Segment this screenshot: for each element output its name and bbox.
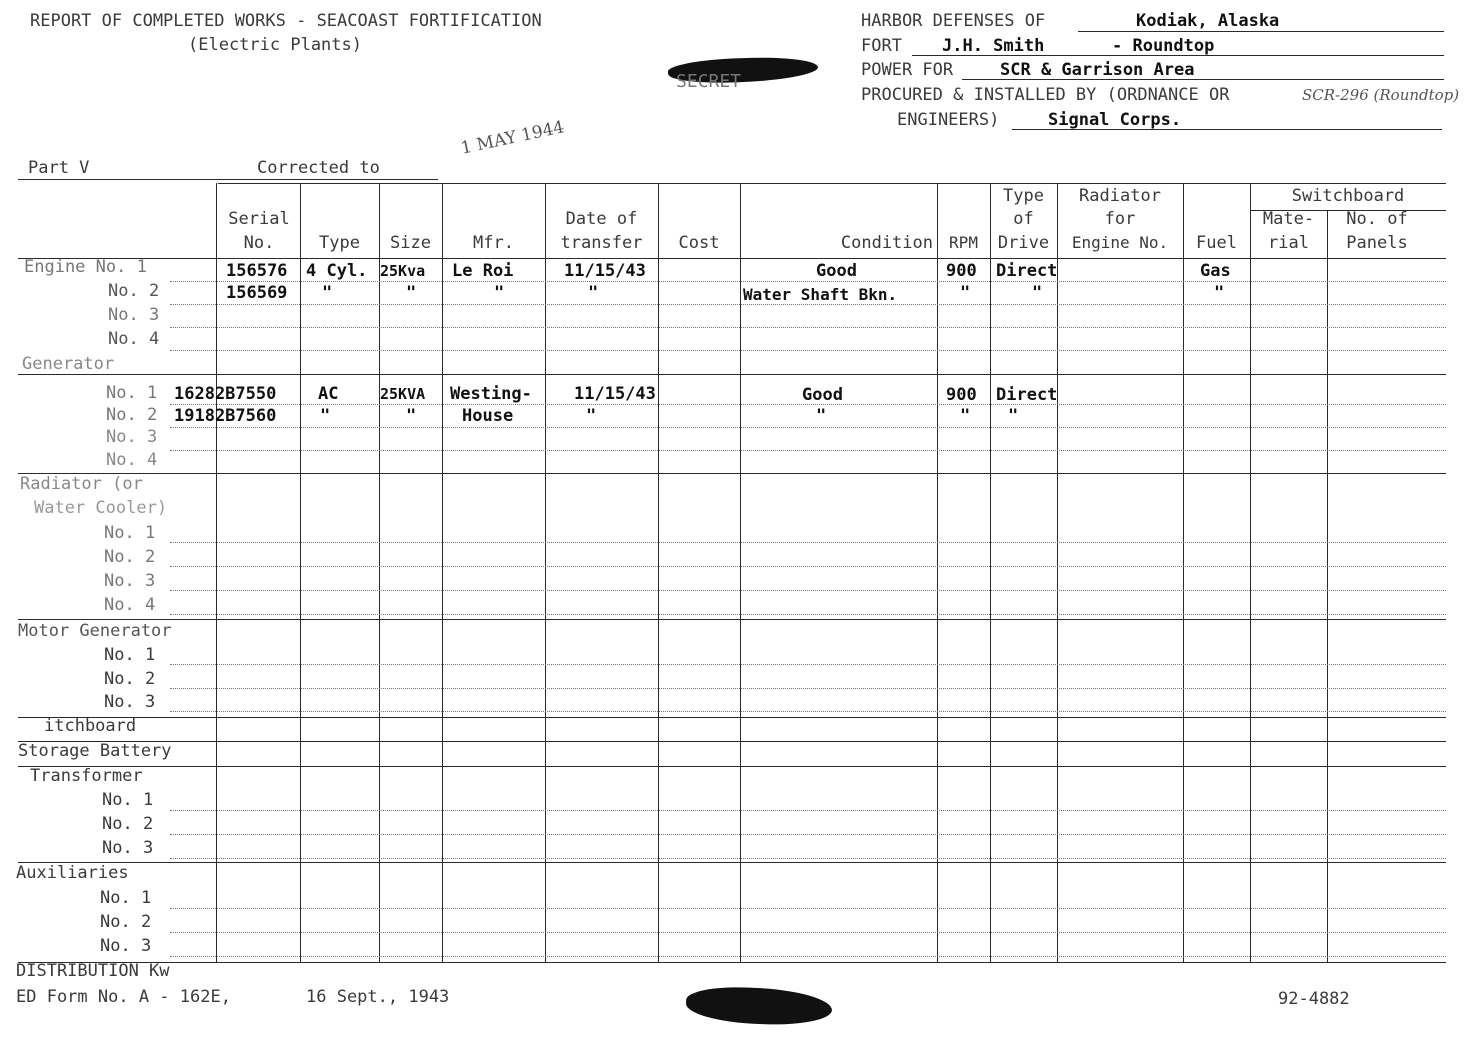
- power-value: SCR & Garrison Area: [1000, 60, 1195, 80]
- harbor-underline: [1078, 31, 1444, 32]
- engine-1-type: 4 Cyl.: [306, 261, 368, 281]
- col-rule-12: [1250, 183, 1251, 963]
- group-rule-motor: [18, 619, 1446, 620]
- row-dots: [170, 281, 1446, 282]
- engine-2-date-ditto: ": [588, 283, 599, 303]
- report-subtitle: (Electric Plants): [188, 35, 362, 55]
- generator-2-size-ditto: ": [406, 406, 417, 426]
- row-dots: [170, 350, 1446, 351]
- row-label-engine-1: Engine No. 1: [24, 257, 147, 277]
- row-label-transformer-1: No. 1: [102, 790, 154, 810]
- row-label-aux-2: No. 2: [100, 912, 152, 932]
- generator-2-date-ditto: ": [586, 406, 597, 426]
- generator-1-rpm: 900: [946, 385, 977, 405]
- table-bottom-rule: [18, 962, 1446, 963]
- engine-2-rpm-ditto: ": [960, 283, 971, 303]
- fort-value: J.H. Smith: [942, 36, 1045, 56]
- row-label-engine-4: No. 4: [108, 329, 160, 349]
- engine-2-fuel-ditto: ": [1214, 283, 1225, 303]
- engine-2-type-ditto: ": [322, 283, 333, 303]
- generator-1-mfr: Westing-: [450, 384, 532, 404]
- row-dots: [170, 932, 1446, 933]
- col-header-material-1: Mate-: [1262, 209, 1315, 229]
- generator-1-type: AC: [318, 384, 339, 404]
- col-header-panels-2: Panels: [1346, 233, 1408, 253]
- engineers-value: Signal Corps.: [1048, 110, 1182, 130]
- document-number: 92-4882: [1278, 989, 1350, 1009]
- row-label-transformer: Transformer: [30, 766, 143, 786]
- part-underline: [18, 179, 438, 180]
- power-label: POWER FOR: [861, 60, 954, 80]
- row-dots: [170, 614, 1446, 615]
- row-dots: [170, 590, 1446, 591]
- procured-handwritten: SCR-296 (Roundtop): [1302, 86, 1460, 104]
- engine-1-fuel: Gas: [1200, 261, 1231, 281]
- row-label-generator-3: No. 3: [106, 427, 158, 447]
- col-header-date-1: Date of: [565, 209, 638, 229]
- col-header-type: Type: [319, 233, 360, 253]
- col-header-serial-2: No.: [243, 233, 275, 253]
- row-label-transformer-3: No. 3: [102, 838, 154, 858]
- harbor-value: Kodiak, Alaska: [1136, 11, 1280, 31]
- col-header-radiator-1: Radiator: [1079, 186, 1161, 206]
- row-label-motor-2: No. 2: [104, 669, 156, 689]
- row-label-aux-3: No. 3: [100, 936, 152, 956]
- generator-2-mfr: House: [462, 406, 514, 426]
- generator-1-drive: Direct: [996, 385, 1058, 405]
- engine-1-drive: Direct: [996, 261, 1058, 281]
- form-number: ED Form No. A - 162E,: [16, 987, 231, 1007]
- col-rule-5: [545, 183, 546, 963]
- row-label-auxiliaries: Auxiliaries: [16, 863, 129, 883]
- col-header-switchboard: Switchboard: [1291, 186, 1405, 206]
- col-header-radiator-3: Engine No.: [1071, 233, 1169, 252]
- col-header-panels-1: No. of: [1346, 209, 1408, 229]
- group-rule-radiator: [18, 473, 1446, 474]
- col-rule-7: [740, 183, 741, 963]
- generator-2-rpm-ditto: ": [960, 406, 971, 426]
- date-stamp: 1 MAY 1944: [459, 117, 567, 159]
- col-header-material-2: rial: [1268, 233, 1309, 253]
- row-label-generator-2: No. 2: [106, 405, 158, 425]
- fort-label: FORT: [861, 36, 902, 56]
- col-header-cost: Cost: [678, 233, 720, 253]
- row-label-generator-1: No. 1: [106, 383, 158, 403]
- engine-1-size: 25Kva: [380, 262, 426, 280]
- generator-2-drive-ditto: ": [1008, 406, 1019, 426]
- group-rule-auxiliaries: [18, 862, 1446, 863]
- col-rule-6: [658, 183, 659, 963]
- col-header-size: Size: [390, 233, 431, 253]
- redacted-footer-mark: [685, 985, 832, 1026]
- row-label-transformer-2: No. 2: [102, 814, 154, 834]
- engine-1-condition: Good: [816, 261, 857, 281]
- row-dots: [170, 566, 1446, 567]
- row-label-radiator-2: Water Cooler): [34, 498, 168, 518]
- row-label-motor-generator: Motor Generator: [18, 621, 172, 641]
- row-label-generator-4: No. 4: [106, 450, 158, 470]
- corrected-to: Corrected to: [257, 158, 380, 178]
- generator-2-condition-ditto: ": [816, 406, 827, 426]
- fort-value-roundtop: - Roundtop: [1112, 36, 1215, 56]
- row-dots: [170, 858, 1446, 859]
- row-label-storage-battery: Storage Battery: [18, 741, 172, 761]
- part-number: Part V: [28, 158, 90, 178]
- engine-2-condition: Water Shaft Bkn.: [743, 285, 898, 304]
- col-header-serial-1: Serial: [228, 209, 290, 229]
- col-header-drive-2: of: [1013, 209, 1034, 229]
- row-dots: [170, 542, 1446, 543]
- row-dots: [170, 810, 1446, 811]
- col-header-drive-3: Drive: [997, 233, 1050, 253]
- row-dots: [170, 834, 1446, 835]
- row-label-motor-1: No. 1: [104, 645, 156, 665]
- header-bottom-rule: [18, 258, 1446, 259]
- col-rule-4: [442, 183, 443, 963]
- group-rule-transformer: [18, 766, 1446, 767]
- row-dots: [170, 908, 1446, 909]
- engine-1-rpm: 900: [946, 261, 977, 281]
- col-header-date-2: transfer: [560, 233, 643, 253]
- col-rule-13: [1327, 210, 1328, 963]
- col-rule-2: [300, 183, 301, 963]
- col-rule-3: [379, 183, 380, 963]
- col-rule-9: [990, 183, 991, 963]
- col-header-condition: Condition: [840, 233, 933, 253]
- col-header-rpm: RPM: [949, 233, 978, 252]
- report-title: REPORT OF COMPLETED WORKS - SEACOAST FORTIFICATION: [30, 11, 542, 31]
- row-dots: [170, 956, 1446, 957]
- col-header-fuel: Fuel: [1196, 233, 1237, 253]
- engine-2-mfr-ditto: ": [494, 283, 505, 303]
- row-label-motor-3: No. 3: [104, 692, 156, 712]
- row-dots: [170, 427, 1446, 428]
- row-dots: [170, 711, 1446, 712]
- row-dots: [170, 664, 1446, 665]
- table-top-rule: [218, 183, 1446, 184]
- engine-1-serial: 156576: [226, 261, 288, 281]
- row-label-radiator-no4: No. 4: [104, 595, 156, 615]
- row-dots: [170, 688, 1446, 689]
- generator-2-serial: 19182B7560: [174, 406, 277, 426]
- row-label-aux-1: No. 1: [100, 888, 152, 908]
- row-dots: [170, 327, 1446, 328]
- generator-2-type-ditto: ": [320, 406, 331, 426]
- generator-1-size: 25KVA: [380, 385, 426, 403]
- engine-2-size-ditto: ": [406, 283, 417, 303]
- row-label-switchboard: itchboard: [44, 716, 137, 736]
- generator-1-condition: Good: [802, 385, 843, 405]
- col-rule-1: [216, 183, 217, 963]
- group-rule-battery: [18, 741, 1446, 742]
- col-rule-11: [1183, 183, 1184, 963]
- col-rule-8: [937, 183, 938, 963]
- generator-1-date: 11/15/43: [574, 384, 656, 404]
- form-date: 16 Sept., 1943: [306, 987, 450, 1007]
- engine-1-mfr: Le Roi: [452, 261, 514, 281]
- row-label-engine-3: No. 3: [108, 305, 160, 325]
- engine-1-date: 11/15/43: [564, 261, 646, 281]
- engine-2-serial: 156569: [226, 283, 288, 303]
- classification-text: SECRET: [676, 71, 742, 92]
- row-label-radiator-no1: No. 1: [104, 523, 156, 543]
- engine-2-drive-ditto: ": [1032, 283, 1043, 303]
- group-rule-generator: [18, 374, 1446, 375]
- generator-1-serial: 16282B7550: [174, 384, 277, 404]
- row-label-generator: Generator: [22, 354, 115, 374]
- col-header-drive-1: Type: [1003, 186, 1044, 206]
- harbor-label: HARBOR DEFENSES OF: [861, 11, 1046, 31]
- row-label-engine-2: No. 2: [108, 281, 160, 301]
- row-dots: [170, 450, 1446, 451]
- col-rule-10: [1057, 183, 1058, 963]
- row-label-radiator-no3: No. 3: [104, 571, 156, 591]
- row-label-radiator-no2: No. 2: [104, 547, 156, 567]
- row-label-radiator-1: Radiator (or: [20, 474, 143, 494]
- col-header-mfr: Mfr.: [473, 233, 514, 253]
- group-rule-switchboard: [18, 717, 1446, 718]
- row-label-distribution: DISTRIBUTION Kw: [16, 961, 170, 981]
- col-header-radiator-2: for: [1104, 209, 1136, 229]
- engineers-label: ENGINEERS): [897, 110, 1000, 130]
- procured-label: PROCURED & INSTALLED BY (ORDNANCE OR: [861, 85, 1230, 105]
